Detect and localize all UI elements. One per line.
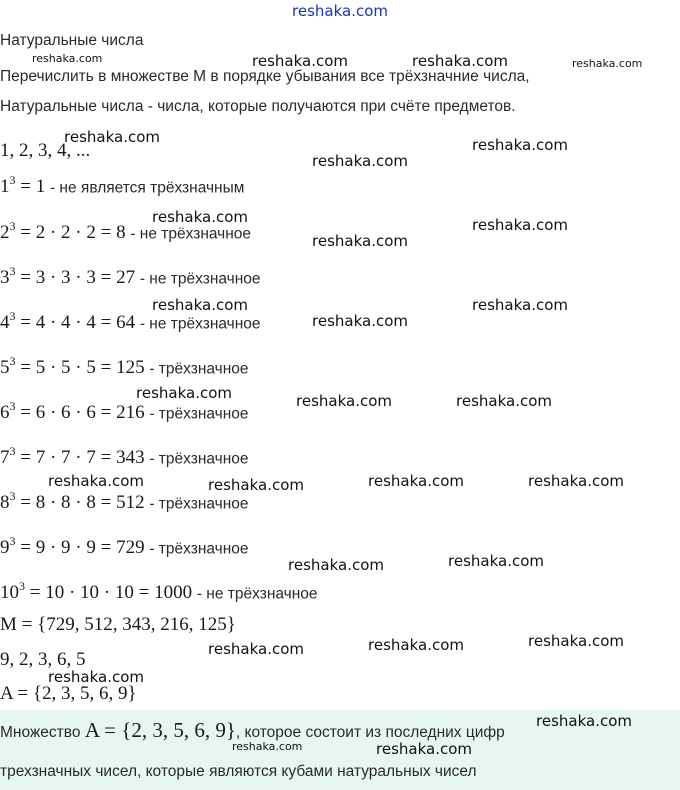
set-m: M = {729, 512, 343, 216, 125} bbox=[0, 614, 236, 635]
cube-expression bbox=[0, 579, 197, 604]
watermark: reshaka.com bbox=[312, 152, 408, 170]
cube-row bbox=[0, 400, 249, 424]
cube-base: 5 bbox=[0, 357, 10, 379]
cube-exponent: 3 bbox=[9, 534, 16, 548]
cube-product: = 1 bbox=[15, 176, 50, 198]
watermark: reshaka.com bbox=[312, 312, 408, 330]
watermark: reshaka.com bbox=[572, 57, 643, 70]
conclusion-prefix: Множество bbox=[0, 724, 81, 741]
conclusion-suffix: , которое состоит из последних цифр bbox=[235, 724, 505, 741]
cube-note: - трёхзначное bbox=[149, 360, 249, 378]
cube-note: - трёхзначное bbox=[149, 540, 249, 558]
watermark: reshaka.com bbox=[368, 636, 464, 654]
cube-exponent: 3 bbox=[9, 354, 16, 368]
cube-expression bbox=[0, 534, 150, 559]
cube-exponent: 3 bbox=[9, 219, 16, 233]
cube-expression bbox=[0, 264, 140, 289]
cube-base: 8 bbox=[0, 492, 10, 514]
watermark: reshaka.com bbox=[528, 472, 624, 490]
watermark: reshaka.com bbox=[48, 472, 144, 490]
cube-expression bbox=[0, 489, 150, 514]
cube-exponent: 3 bbox=[9, 399, 16, 413]
watermark: reshaka.com bbox=[152, 296, 248, 314]
cube-product: = 3 · 3 · 3 = 27 bbox=[15, 267, 140, 289]
cube-base: 9 bbox=[0, 537, 10, 559]
set-a: A = {2, 3, 5, 6, 9} bbox=[0, 683, 137, 704]
watermark: reshaka.com bbox=[472, 136, 568, 154]
cube-note: - не является трёхзначным bbox=[49, 179, 245, 197]
cube-exponent: 3 bbox=[9, 489, 16, 503]
cube-base: 2 bbox=[0, 222, 10, 244]
cube-product: = 5 · 5 · 5 = 125 bbox=[15, 357, 150, 379]
definition-text: Натуральные числа - числа, которые получаются при счёте предметов. bbox=[0, 98, 516, 115]
cube-note: - не трёхзначное bbox=[196, 585, 318, 603]
watermark: reshaka.com bbox=[412, 52, 508, 70]
cube-product: = 7 · 7 · 7 = 343 bbox=[15, 447, 150, 469]
cube-exponent: 3 bbox=[9, 309, 16, 323]
cube-product: = 6 · 6 · 6 = 216 bbox=[15, 402, 150, 424]
cube-expression bbox=[0, 309, 140, 334]
task-text: Перечислить в множестве M в порядке убывания все трёхзначние числа, bbox=[0, 68, 530, 85]
watermark: reshaka.com bbox=[48, 668, 144, 686]
watermark: reshaka.com bbox=[252, 52, 348, 70]
cube-base: 3 bbox=[0, 267, 10, 289]
watermark: reshaka.com bbox=[32, 52, 103, 65]
cube-row bbox=[0, 355, 249, 379]
natural-sequence: 1, 2, 3, 4, ... bbox=[0, 140, 91, 161]
cube-base: 1 bbox=[0, 176, 10, 198]
watermark: reshaka.com bbox=[448, 552, 544, 570]
cube-note: - не трёхзначное bbox=[139, 270, 261, 288]
cube-product: = 10 · 10 · 10 = 1000 bbox=[25, 582, 197, 604]
watermark: reshaka.com bbox=[456, 392, 552, 410]
cube-expression bbox=[0, 354, 150, 379]
cube-base: 4 bbox=[0, 312, 10, 334]
watermark: reshaka.com bbox=[64, 128, 160, 146]
conclusion-line-2: трехзначных чисел, которые являются кубами натуральных чисел bbox=[0, 763, 477, 780]
cube-product: = 8 · 8 · 8 = 512 bbox=[15, 492, 150, 514]
watermark: reshaka.com bbox=[368, 472, 464, 490]
heading: Натуральные числа bbox=[0, 32, 144, 49]
cube-expression bbox=[0, 219, 131, 244]
cube-base: 10 bbox=[0, 582, 19, 604]
watermark: reshaka.com bbox=[208, 476, 304, 494]
cube-product: = 9 · 9 · 9 = 729 bbox=[15, 537, 150, 559]
watermark: reshaka.com bbox=[528, 632, 624, 650]
watermark: reshaka.com bbox=[136, 384, 232, 402]
watermark: reshaka.com bbox=[232, 740, 303, 753]
conclusion-math: A = {2, 3, 5, 6, 9} bbox=[84, 718, 236, 742]
watermark: reshaka.com bbox=[208, 640, 304, 658]
watermark: reshaka.com bbox=[536, 712, 632, 730]
watermark: reshaka.com bbox=[472, 296, 568, 314]
cube-base: 6 bbox=[0, 402, 10, 424]
site-link[interactable]: reshaka.com bbox=[292, 2, 388, 20]
cube-product: = 4 · 4 · 4 = 64 bbox=[15, 312, 140, 334]
watermark: reshaka.com bbox=[152, 208, 248, 226]
cube-row bbox=[0, 445, 249, 469]
cube-expression bbox=[0, 399, 150, 424]
cube-row bbox=[0, 174, 244, 198]
cube-row bbox=[0, 535, 249, 559]
watermark: reshaka.com bbox=[288, 556, 384, 574]
cube-exponent: 3 bbox=[9, 444, 16, 458]
cube-product: = 2 · 2 · 2 = 8 bbox=[15, 222, 131, 244]
cube-expression bbox=[0, 444, 150, 469]
watermark: reshaka.com bbox=[472, 216, 568, 234]
watermark: reshaka.com bbox=[296, 392, 392, 410]
watermark: reshaka.com bbox=[376, 740, 472, 758]
cube-base: 7 bbox=[0, 447, 10, 469]
cube-note: - не трёхзначное bbox=[139, 315, 261, 333]
cube-note: - трёхзначное bbox=[149, 405, 249, 423]
cube-note: - трёхзначное bbox=[149, 450, 249, 468]
cube-expression bbox=[0, 173, 50, 198]
cube-exponent: 3 bbox=[19, 579, 25, 593]
cube-exponent: 3 bbox=[9, 173, 16, 187]
cube-row bbox=[0, 580, 318, 604]
cube-note: - не трёхзначное bbox=[130, 225, 252, 243]
cube-exponent: 3 bbox=[9, 264, 16, 278]
last-digits: 9, 2, 3, 6, 5 bbox=[0, 649, 86, 670]
watermark: reshaka.com bbox=[312, 232, 408, 250]
cube-note: - трёхзначное bbox=[149, 495, 249, 513]
cube-row bbox=[0, 265, 261, 289]
